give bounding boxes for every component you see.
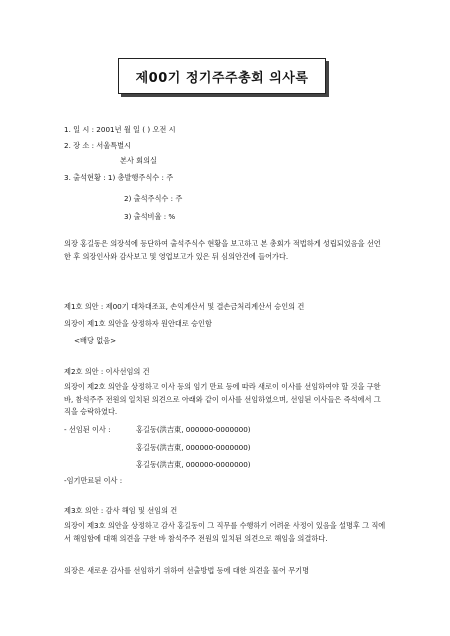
expired-directors: -임기만료된 이사 :	[64, 476, 123, 485]
agenda3-continuation: 의장은 새로운 감사를 선임하기 위하여 선출방법 등에 대한 의견을 물어 무기명	[64, 566, 310, 575]
document-title: 제00기 정기주주총회 의사록	[118, 58, 326, 94]
agenda3-title: 제3호 의안 : 감사 해임 및 선임의 건	[64, 506, 178, 515]
agenda2-body: 의장이 제2호 의안을 상정하고 이사 등의 임기 만료 등에 따라 새로이 이사를 선임하여야 할 것을 구한바, 참석주주 전원의 일치된 의견으로 아래와 같이 이사를 선임하였으며, 선임된 이사들은 즉석에서 그 직을 승락하였다.	[64, 382, 381, 416]
agenda3-body: 의장이 제3호 의안을 상정하고 감사 홍길동이 그 직무를 수행하기 어려운 사정이 있음을 설명후 그 직에서 해임함에 대해 의견을 구한 바 참석주주 전원의 일치된 의견으로 해임을 의결하다.	[64, 521, 386, 543]
elected-director: 홍길동(洪吉東, 000000-0000000)	[136, 425, 251, 434]
agenda2-title: 제2호 의안 : 이사선임의 건	[64, 367, 150, 376]
attendance-present-shares: 2) 출석주식수 : 주	[124, 194, 183, 203]
meeting-place: 2. 장 소 : 서울특별시	[64, 141, 132, 150]
elected-label: - 선임된 이사 :	[64, 425, 111, 434]
agenda1-note: <배당 없음>	[74, 336, 117, 345]
agenda1-resolution: 의장이 제1호 의안을 상정하자 원안대로 승인함	[64, 319, 212, 328]
elected-director: 홍길동(洪吉東, 000000-0000000)	[136, 460, 251, 469]
opening-paragraph: 의장 홍길동은 의장석에 등단하여 출석주식수 현황을 보고하고 본 총회가 적법하게 성립되었음을 선언한 후 의장인사와 감사보고 및 영업보고가 있은 뒤 심의안건에 들어가다.	[64, 239, 381, 261]
elected-director: 홍길동(洪吉東, 000000-0000000)	[136, 443, 251, 452]
meeting-date: 1. 일 시 : 2001년 월 일 ( ) 오전 시	[64, 125, 176, 134]
meeting-place-room: 본사 회의실	[120, 156, 158, 165]
attendance-ratio: 3) 출석비율 : %	[124, 212, 176, 221]
attendance-total-shares: 3. 출석현황 : 1) 총발행주식수 : 주	[64, 173, 174, 182]
agenda1-title: 제1호 의안 : 제00기 대차대조표, 손익계산서 및 결손금처리계산서 승인의 건	[64, 302, 305, 311]
